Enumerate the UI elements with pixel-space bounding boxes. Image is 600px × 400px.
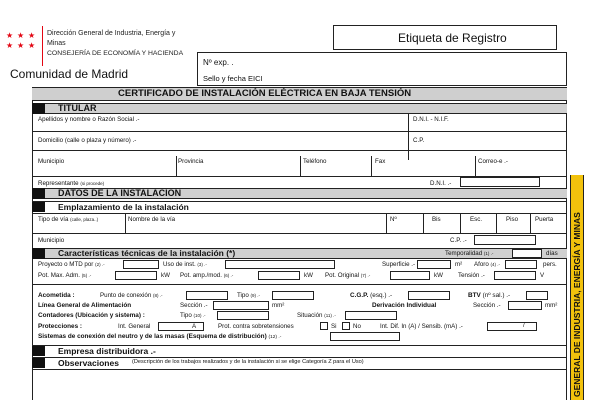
registration-label-title: Etiqueta de Registro: [398, 31, 507, 45]
int-general-label: Int. General: [118, 323, 151, 330]
side-banner-text: GENERAL DE INDUSTRIA, ENERGÍA Y MINAS: [572, 212, 582, 397]
contadores-label: Contadores (Ubicación y sistema) :: [38, 312, 145, 319]
proyecto-field[interactable]: [123, 260, 159, 269]
tension-note: .-: [481, 272, 485, 279]
aforo-label: [474, 262, 500, 268]
municipio-label: Municipio: [38, 158, 65, 165]
tipo-acometida-text: Tipo: [237, 292, 249, 299]
aforo-note: (4) .-: [490, 262, 501, 267]
caracteristicas-heading: Características técnicas de la instalación (*): [58, 248, 236, 258]
correo-label: Correo-e .-: [478, 158, 508, 165]
numero-label: Nº: [390, 216, 397, 223]
situacion-text: Situación: [297, 312, 323, 319]
cgp-note: (esq.) .-: [370, 292, 393, 299]
observaciones-label: Observaciones: [58, 358, 119, 368]
tension-text: Tensión: [458, 272, 480, 279]
situacion-label: [297, 313, 336, 319]
name-label: Apellidos y nombre o Razón Social .-: [38, 116, 140, 123]
datos-heading: DATOS DE LA INSTALACION: [58, 188, 182, 198]
tipo-via-text: Tipo de vía: [38, 216, 69, 223]
seccion-derivacion-label: Sección .-: [473, 302, 501, 309]
temporalidad-label: [445, 251, 493, 257]
exp-number-label: Nº exp. .: [203, 58, 234, 67]
inst-municipio-label: Municipio: [38, 237, 65, 244]
pot-orig-label: [325, 273, 370, 279]
pot-amp-label: [180, 273, 233, 279]
star-icon: ★: [6, 31, 14, 40]
si-label: Si: [331, 323, 337, 330]
puerta-label: Puerta: [535, 216, 554, 223]
si-checkbox[interactable]: [320, 322, 328, 330]
madrid-logo: [4, 30, 44, 54]
kw-label-3: kW: [434, 272, 443, 279]
proyecto-label: [38, 262, 105, 268]
tipo-contador-label: [180, 313, 206, 319]
star-icon: ★: [28, 41, 36, 50]
representante-label: [38, 181, 104, 187]
sistemas-conexion-label: [38, 334, 281, 341]
punto-conexion-text: Punto de conexión: [100, 292, 152, 299]
aforo-text: Aforo: [474, 261, 489, 268]
observaciones-note: (Descripción de los trabajos realizados y de la instalación si se elige Categoría Z para el Uso): [132, 359, 364, 365]
btv-note: (nº sal.) .-: [482, 292, 511, 299]
dias-label: días: [546, 250, 558, 257]
section-marker: [32, 346, 45, 356]
esc-label: Esc.: [470, 216, 483, 223]
cgp-text: C.G.P.: [350, 292, 369, 299]
seccion-derivacion-field[interactable]: [508, 301, 542, 310]
tipo-via-note: (calle, plaza..): [70, 217, 99, 222]
tipo-acometida-note: (9) .-: [250, 293, 261, 298]
seccion-linea-field[interactable]: [213, 301, 269, 310]
linea-general-label: Línea General de Alimentación: [38, 302, 132, 309]
emplazamiento-heading: Emplazamiento de la instalación: [58, 202, 189, 212]
address-label: Domicilio (calle o plaza y número) .-: [38, 137, 137, 144]
rep-dni-field[interactable]: [460, 177, 540, 187]
int-dif-label: Int. Dif. In (A) / Sensib. (mA) .-: [380, 323, 463, 330]
btv-text: BTV: [468, 292, 481, 299]
representante-text: Representante: [38, 180, 79, 187]
star-icon: ★: [17, 31, 25, 40]
cgp-field[interactable]: [408, 291, 450, 300]
tipo-contador-field[interactable]: [217, 311, 269, 320]
empresa-distribuidora-label: Empresa distribuidora .-: [58, 346, 156, 356]
dni-nif-label: D.N.I. - N.I.F.: [413, 116, 449, 123]
int-dif-field[interactable]: [487, 322, 537, 331]
acometida-label: Acometida :: [38, 292, 75, 299]
derivacion-label: Derivación Individual: [372, 302, 437, 309]
org-line-1: Dirección General de Industria, Energía y: [47, 30, 176, 37]
star-icon: ★: [28, 31, 36, 40]
tipo-contador-note: (10) .-: [193, 313, 206, 318]
punto-conexion-field[interactable]: [186, 291, 228, 300]
fax-label: Fax: [375, 158, 386, 165]
uso-field[interactable]: [225, 260, 335, 269]
sistemas-conexion-field[interactable]: [330, 332, 400, 341]
temporalidad-note: (1) .-: [483, 251, 494, 256]
pot-amp-field[interactable]: [258, 271, 300, 280]
amp-label-1: A: [192, 323, 197, 330]
star-icon: ★: [6, 41, 14, 50]
int-general-field[interactable]: [158, 322, 204, 331]
org-line-3: CONSEJERÍA DE ECONOMÍA Y HACIENDA: [47, 50, 184, 57]
sistemas-conexion-text: Sistemas de conexión del neutro y de las masas (Esquema de distribución): [38, 333, 267, 340]
titular-heading: TITULAR: [58, 103, 97, 113]
titular-bar: [32, 103, 567, 114]
seal-date-label: Sello y fecha EICI: [203, 74, 263, 83]
situacion-field[interactable]: [345, 311, 397, 320]
representante-note: (si procede): [80, 181, 105, 186]
uso-label: [163, 262, 207, 268]
no-checkbox[interactable]: [342, 322, 350, 330]
telefono-label: Teléfono: [303, 158, 327, 165]
temporalidad-field[interactable]: [512, 249, 542, 258]
section-marker: [32, 202, 45, 212]
pers-label: pers.: [543, 261, 557, 268]
mm2-label-2: mm²: [545, 302, 558, 309]
pot-orig-note: (7) .-: [360, 273, 371, 278]
section-marker: [32, 103, 45, 114]
btv-field[interactable]: [526, 291, 548, 300]
m2-label: m²: [455, 261, 463, 268]
punto-conexion-note: (8) .-: [153, 293, 163, 298]
org-line-2: Minas: [47, 40, 66, 47]
rep-dni-label: D.N.I. .-: [430, 180, 452, 187]
certificate-title: CERTIFICADO DE INSTALACIÓN ELÉCTRICA EN BAJA TENSIÓN: [118, 88, 412, 99]
pot-max-text: Pot. Max. Adm.: [38, 272, 80, 279]
inst-cp-field[interactable]: [474, 235, 536, 245]
pot-max-label: [38, 273, 91, 279]
provincia-label: Provincia: [178, 158, 204, 165]
pot-orig-field[interactable]: [390, 271, 430, 280]
tension-field[interactable]: [494, 271, 536, 280]
uso-text: Uso de inst.: [163, 261, 196, 268]
tension-label: [458, 273, 485, 279]
tipo-via-label: [38, 217, 98, 223]
punto-conexion-label: [100, 293, 163, 299]
uso-note: (3) .-: [197, 262, 207, 267]
situacion-note: (11) .-: [324, 313, 336, 318]
cp-label: C.P.: [413, 137, 425, 144]
proyecto-note: (2) .-: [95, 262, 105, 267]
pot-max-note: (5) .-: [81, 273, 92, 278]
section-marker: [32, 188, 45, 199]
pot-orig-text: Pot. Original: [325, 272, 360, 279]
sistemas-conexion-note: (12) .-: [268, 335, 282, 340]
no-label: No: [353, 323, 361, 330]
pot-amp-note: (6) .-: [223, 273, 234, 278]
nombre-via-label: Nombre de la vía: [128, 216, 176, 223]
community-name: Comunidad de Madrid: [10, 67, 129, 81]
section-marker: [32, 358, 45, 368]
org-divider: [42, 26, 43, 66]
kw-label-2: kW: [304, 272, 313, 279]
protecciones-label: Protecciones :: [38, 323, 83, 330]
int-dif-slash: /: [523, 322, 525, 329]
mm2-label-1: mm²: [272, 302, 285, 309]
seccion-linea-label: Sección .-: [180, 302, 208, 309]
cgp-label: [350, 293, 392, 299]
pot-amp-text: Pot. amp./mod.: [180, 272, 222, 279]
tipo-acometida-label: [237, 293, 260, 299]
prot-sobretension-label: Prot. contra sobretensiones: [218, 323, 294, 330]
section-marker: [32, 248, 45, 259]
bis-label: Bis: [432, 216, 441, 223]
btv-label: [468, 293, 510, 299]
tipo-acometida-field[interactable]: [272, 291, 314, 300]
tipo-contador-text: Tipo: [180, 312, 192, 319]
pot-max-field[interactable]: [115, 271, 157, 280]
aforo-field[interactable]: [505, 260, 537, 269]
volt-label: V: [540, 272, 545, 279]
inst-cp-label: C.P. .-: [450, 237, 467, 244]
piso-label: Piso: [506, 216, 519, 223]
superficie-label: Superficie .-: [382, 261, 416, 268]
kw-label-1: kW: [161, 272, 170, 279]
superficie-field[interactable]: [417, 260, 451, 269]
temporalidad-text: Temporalidad: [445, 250, 483, 257]
star-icon: ★: [17, 41, 25, 50]
side-banner: [570, 175, 584, 400]
proyecto-text: Proyecto o MTD por: [38, 261, 94, 268]
